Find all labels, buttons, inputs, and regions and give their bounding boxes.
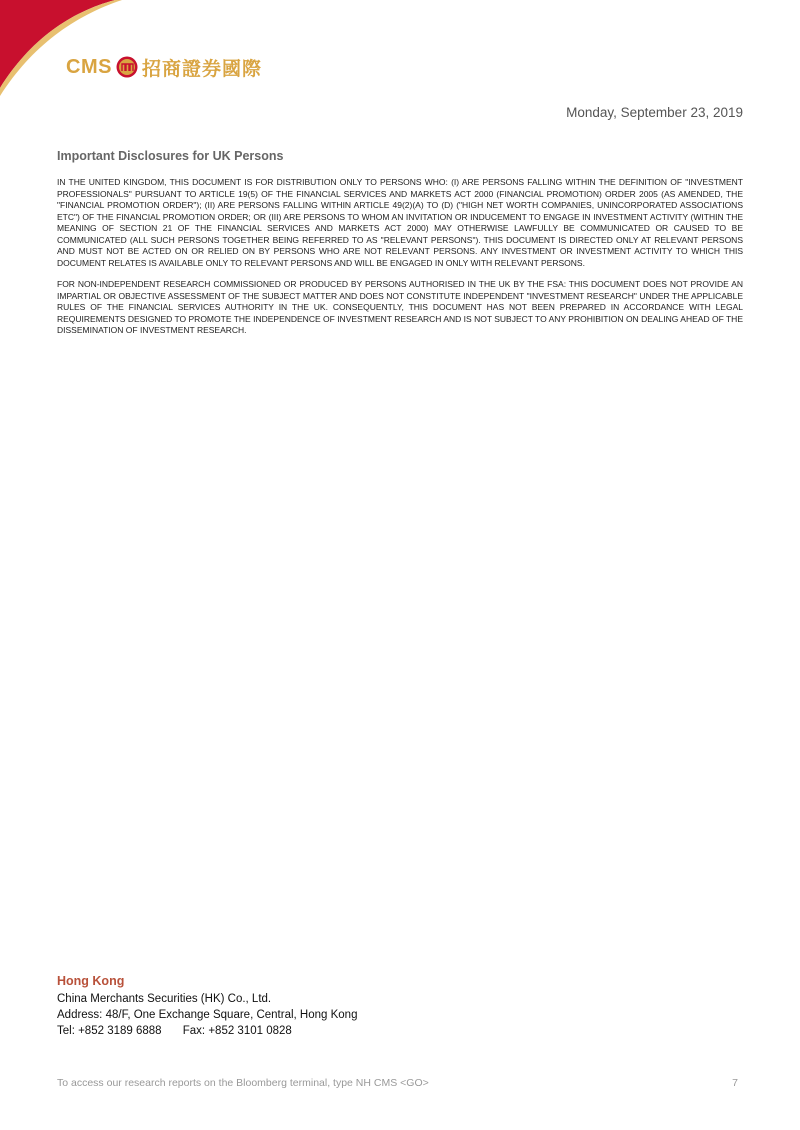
- contact-city: Hong Kong: [57, 974, 125, 988]
- logo-chinese-text: 招商證券國際: [141, 57, 262, 80]
- contact-address: Address: 48/F, One Exchange Square, Central, Hong Kong: [57, 1009, 358, 1021]
- contact-company: China Merchants Securities (HK) Co., Ltd.: [57, 993, 272, 1005]
- logo-badge-icon: [116, 56, 138, 78]
- disclosure-title: Important Disclosures for UK Persons: [57, 149, 284, 163]
- logo-cms-text: CMS: [66, 55, 112, 78]
- contact-block: [57, 974, 357, 1039]
- contact-tel: Tel: +852 3189 6888: [57, 1025, 162, 1037]
- contact-fax: Fax: +852 3101 0828: [182, 1025, 292, 1037]
- corner-swoosh-decoration: [0, 0, 130, 100]
- page-number: 7: [732, 1077, 738, 1089]
- contact-phone-line: [57, 1023, 357, 1039]
- disclosure-paragraph-2: FOR NON-INDEPENDENT RESEARCH COMMISSIONED OR PRODUCED BY PERSONS AUTHORISED IN THE UK BY THE FSA: THIS DOCUMENT DOES NOT PROVIDE AN IMPARTIAL OR OBJECTIVE ASSESSMENT OF THE SUBJECT MATTER AND DOES NOT CONSTITUTE INDEPENDENT "INVESTMENT RESEARCH" UNDER THE APPLICABLE RULES OF THE FINANCIAL SERVICES AUTHORITY IN THE UK. CONSEQUENTLY, THIS DOCUMENT HAS NOT BEEN PREPARED IN ACCORDANCE WITH LEGAL REQUIREMENTS DESIGNED TO PROMOTE THE INDEPENDENCE OF INVESTMENT RESEARCH AND IS NOT SUBJECT TO ANY PROHIBITION ON DEALING AHEAD OF THE DISSEMINATION OF INVESTMENT RESEARCH.: [57, 279, 743, 335]
- report-date: Monday, September 23, 2019: [566, 105, 743, 120]
- company-logo: [66, 52, 262, 82]
- disclosure-paragraph-1: IN THE UNITED KINGDOM, THIS DOCUMENT IS FOR DISTRIBUTION ONLY TO PERSONS WHO: (I) ARE PERSONS FALLING WITHIN THE DEFINITION OF "INVESTMENT PROFESSIONALS" PURSUANT TO ARTICLE 19(5) OF THE FINANCIAL SERVICES AND MARKETS ACT 2000 (FINANCIAL PROMOTION) ORDER 2005 (AS AMENDED, THE "FINANCIAL PROMOTION ORDER"); (II) ARE PERSONS FALLING WITHIN ARTICLE 49(2)(A) TO (D) ("HIGH NET WORTH COMPANIES, UNINCORPORATED ASSOCIATIONS ETC") OF THE FINANCIAL PROMOTION ORDER; OR (III) ARE PERSONS TO WHOM AN INVITATION OR INDUCEMENT TO ENGAGE IN INVESTMENT ACTIVITY (WITHIN THE MEANING OF SECTION 21 OF THE FINANCIAL SERVICES AND MARKETS ACT 2000) MAY OTHERWISE LAWFULLY BE COMMUNICATED OR CAUSED TO BE COMMUNICATED (ALL SUCH PERSONS TOGETHER BEING REFERRED TO AS "RELEVANT PERSONS"). THIS DOCUMENT IS DIRECTED ONLY AT RELEVANT PERSONS AND MUST NOT BE ACTED ON OR RELIED ON BY PERSONS WHO ARE NOT RELEVANT PERSONS. ANY INVESTMENT OR INVESTMENT ACTIVITY TO WHICH THIS DOCUMENT RELATES IS AVAILABLE ONLY TO RELEVANT PERSONS AND WILL BE ENGAGED IN ONLY WITH RELEVANT PERSONS.: [57, 177, 743, 268]
- bloomberg-note: To access our research reports on the Bloomberg terminal, type NH CMS <GO>: [57, 1077, 429, 1089]
